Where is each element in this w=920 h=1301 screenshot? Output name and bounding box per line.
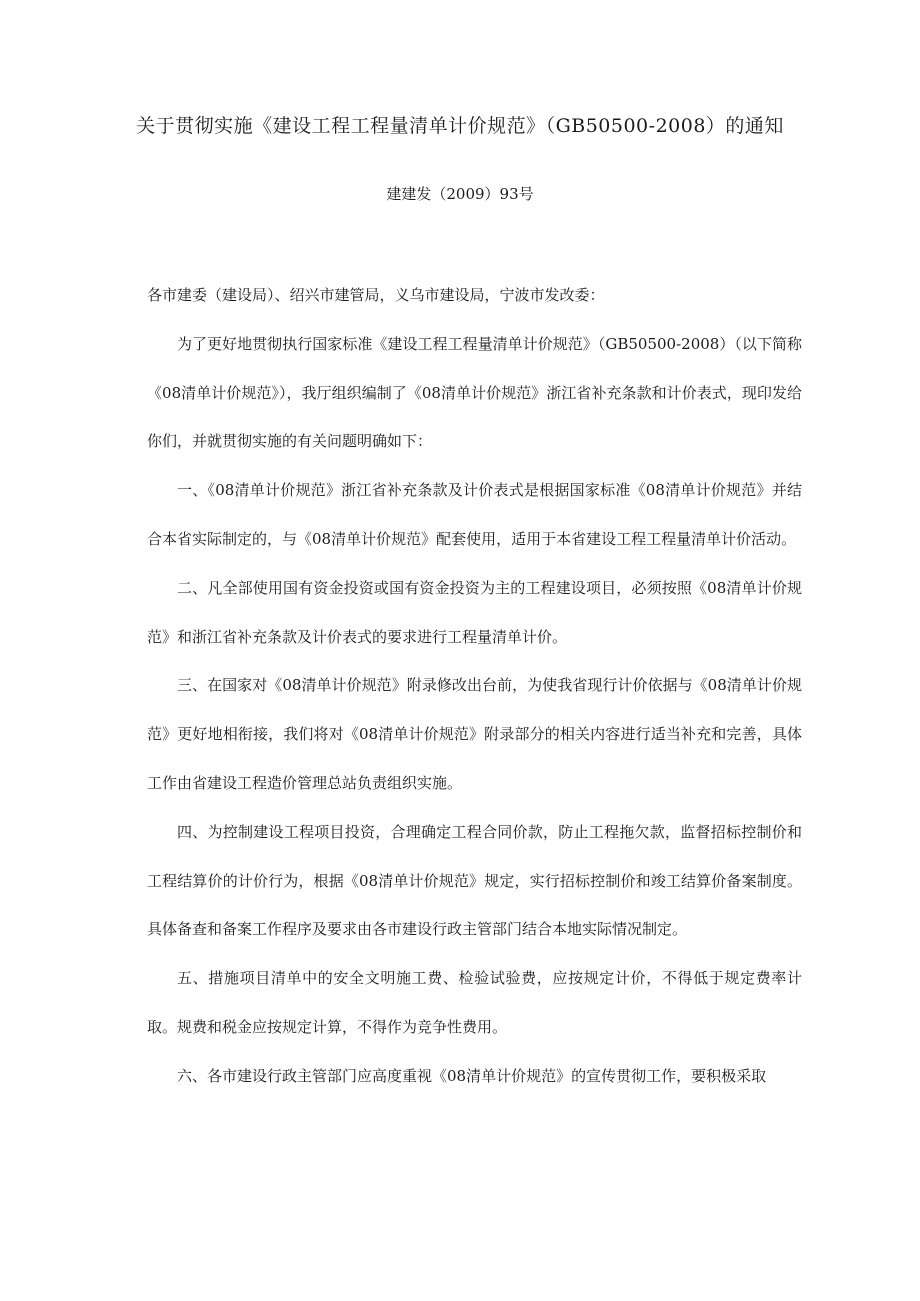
paragraph-item-5: 五、措施项目清单中的安全文明施工费、检验试验费，应按规定计价，不得低于规定费率计取。规费和税金应按规定计算，不得作为竞争性费用。 bbox=[147, 969, 802, 1036]
paragraph-item-6: 六、各市建设行政主管部门应高度重视《08清单计价规范》的宣传贯彻工作，要积极采取 bbox=[177, 1066, 767, 1085]
document-number: 建建发（2009）93号 bbox=[386, 185, 534, 203]
paragraph-item-3: 三、在国家对《08清单计价规范》附录修改出台前，为使我省现行计价依据与《08清单计价规范》更好地相衔接，我们将对《08清单计价规范》附录部分的相关内容进行适当补充和完善，具体工作由省建设工程造价管理总站负责组织实施。 bbox=[147, 676, 802, 792]
paragraph-item-2: 二、凡全部使用国有资金投资或国有资金投资为主的工程建设项目，必须按照《08清单计价规范》和浙江省补充条款及计价表式的要求进行工程量清单计价。 bbox=[147, 578, 802, 646]
paragraph-item-4: 四、为控制建设工程项目投资，合理确定工程合同价款，防止工程拖欠款，监督招标控制价和工程结算价的计价行为，根据《08清单计价规范》规定，实行招标控制价和竣工结算价备案制度。具体备查和备案工作程序及要求由各市建设行政主管部门结合本地实际情况制定。 bbox=[147, 822, 802, 939]
document-title: 关于贯彻实施《建设工程工程量清单计价规范》（GB50500-2008）的通知 bbox=[136, 115, 784, 137]
document-body bbox=[147, 271, 802, 1101]
salutation: 各市建委（建设局）、绍兴市建管局，义乌市建设局，宁波市发改委： bbox=[147, 286, 605, 304]
paragraph-intro: 为了更好地贯彻执行国家标准《建设工程工程量清单计价规范》（GB50500-2008）（以下简称《08清单计价规范》），我厅组织编制了《08清单计价规范》浙江省补充条款和计价表式，现印发给你们，并就贯彻实施的有关问题明确如下： bbox=[147, 334, 802, 451]
paragraph-item-1: 一、《08清单计价规范》浙江省补充条款及计价表式是根据国家标准《08清单计价规范》并结合本省实际制定的，与《08清单计价规范》配套使用，适用于本省建设工程工程量清单计价活动。 bbox=[147, 481, 802, 548]
